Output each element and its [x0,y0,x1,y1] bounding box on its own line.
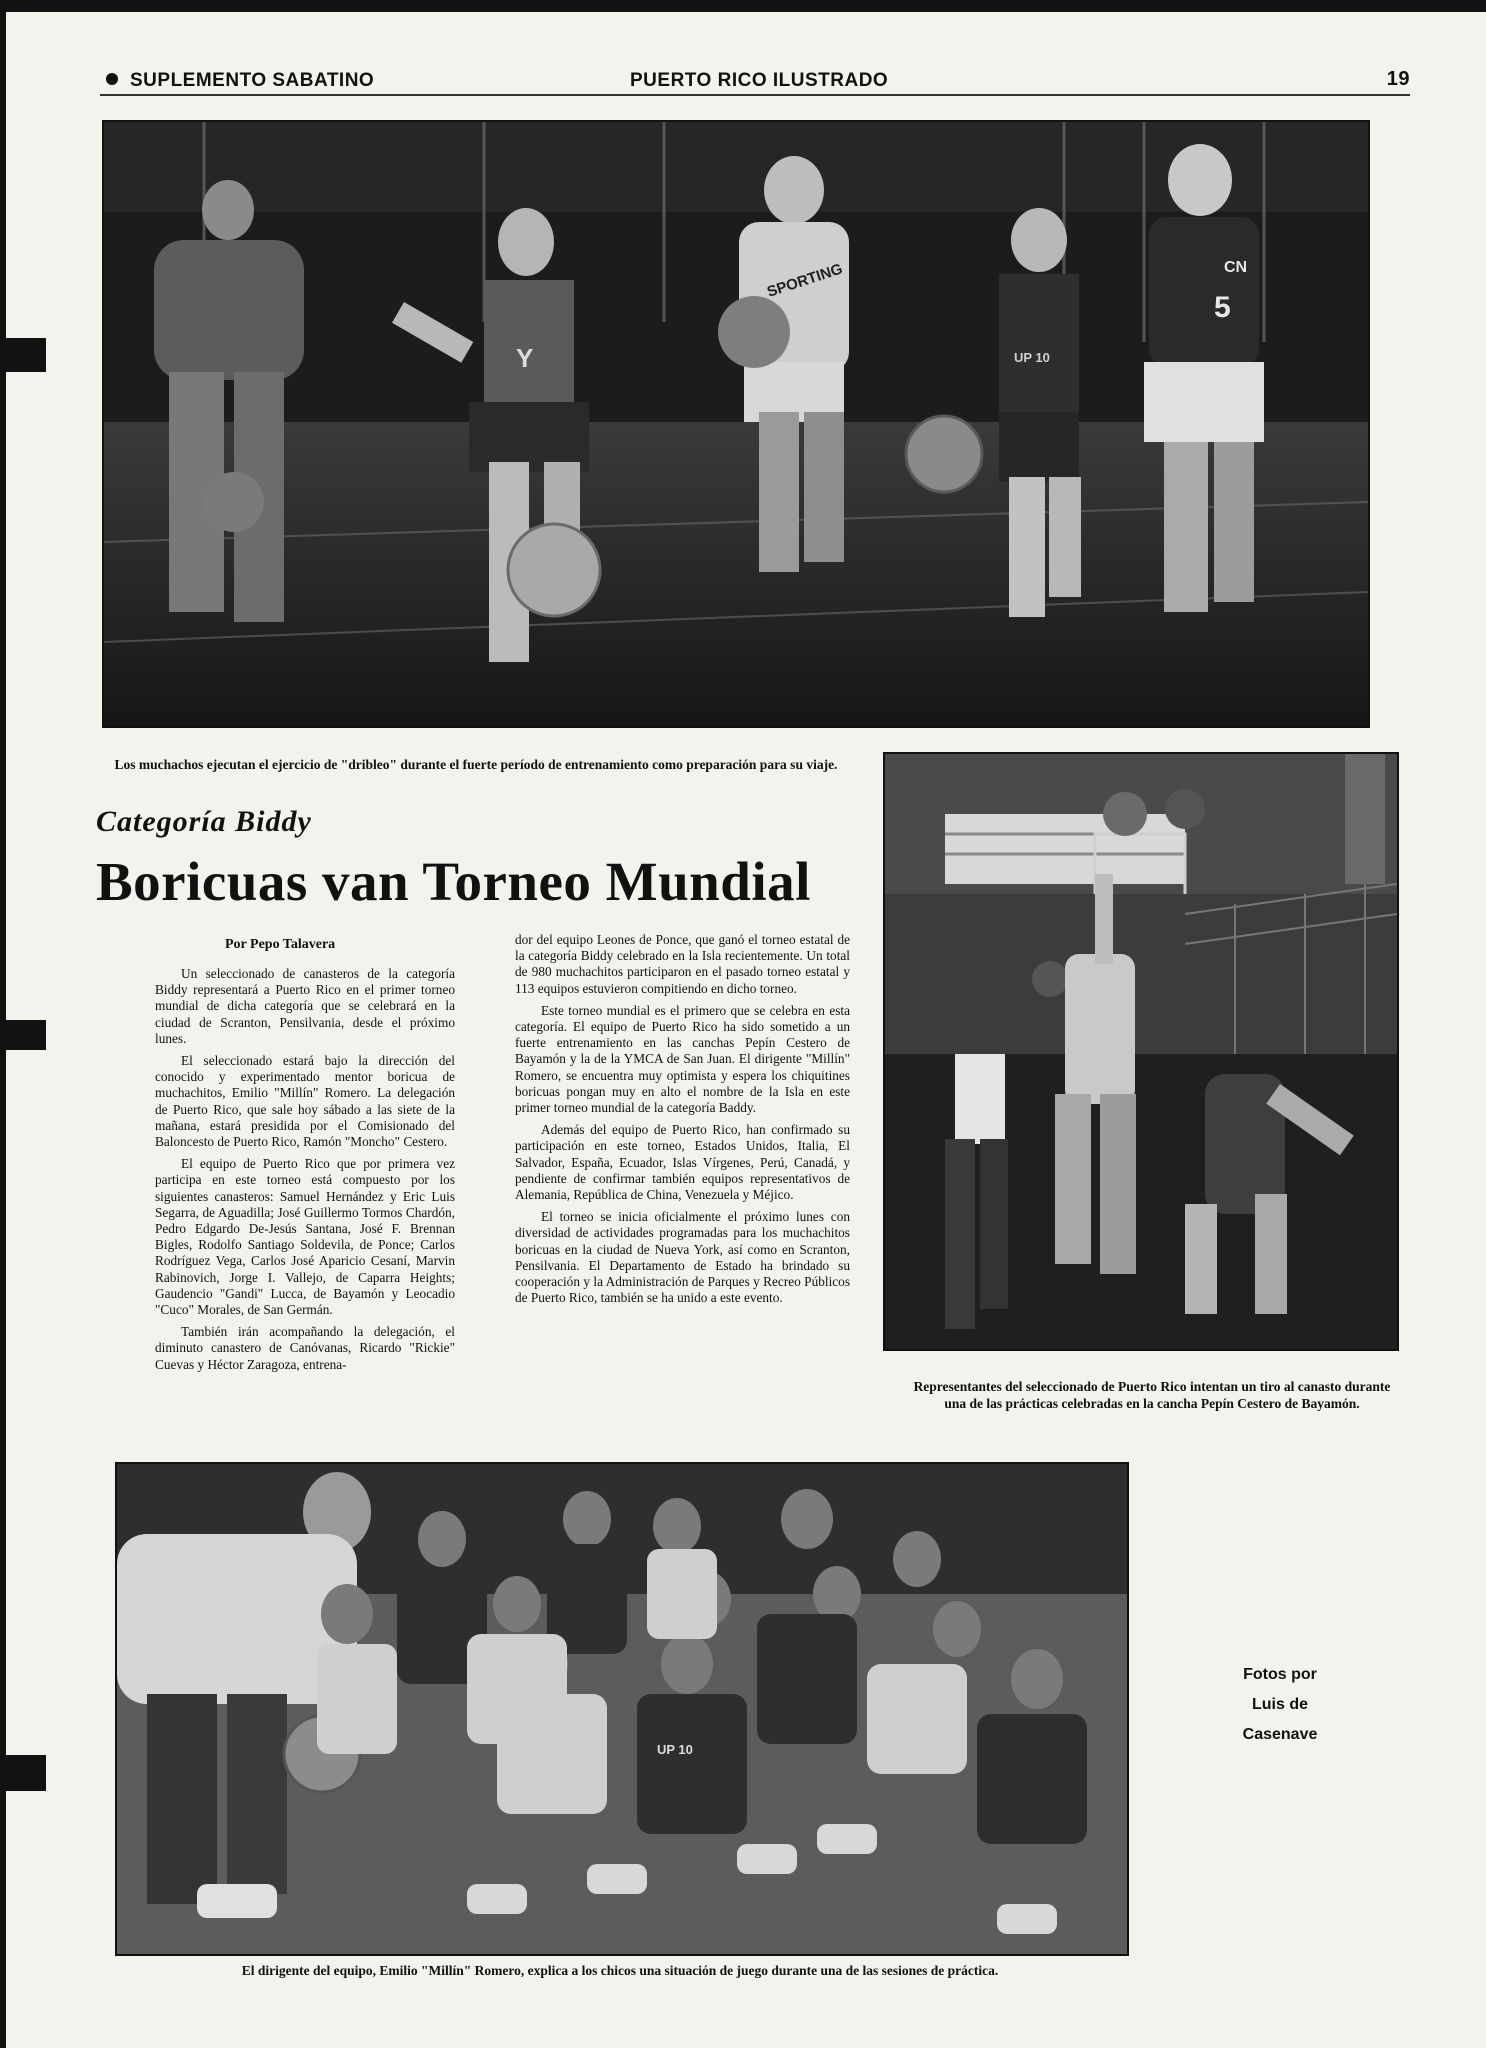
jersey-cn: CN [1224,259,1248,276]
credit-line: Casenave [1242,1726,1318,1743]
jersey-number-5: 5 [1214,291,1231,324]
photo-credit [1200,1660,1360,1750]
photo-shooting-image [885,754,1397,1349]
caption-coach: El dirigente del equipo, Emilio "Millín" Romero, explica a los chicos una situación de juego durante una de las sesiones de práctica. [241,1963,999,1978]
top-border [0,0,1486,12]
article-headline: Boricuas van Torneo Mundial [96,851,811,912]
paragraph: Este torneo mundial es el primero que se celebra en esta categoría. El equipo de Puerto Rico ha sido sometido a un fuerte entrenamiento en las canchas Pepín Cestero de Bayamón y la de la YMCA de San Juan. El dirigente "Millín" Romero, se encuentra muy optimista y espera los chiquitines boricuas pongan muy en alto el nombre de la Isla en este primer torneo mundial de la categoría Baddy. [515,1002,850,1116]
paragraph: Además del equipo de Puerto Rico, han confirmado su participación en este torneo, Estados Unidos, Italia, El Salvador, España, Ecuador, Islas Vírgenes, Perú, Canadá, y pendiente de confirmar también equipos representativos de Alemania, República de China, Venezuela y Méjico. [515,1122,850,1203]
margin-mark [0,1020,46,1050]
paragraph: También irán acompañando la delegación, el diminuto canastero de Canóvanas, Ricardo "Rickie" Cuevas y Héctor Zaragoza, entrena- [155,1324,455,1372]
paragraph: Un seleccionado de canasteros de la categoría Biddy representará a Puerto Rico en el primer torneo mundial de dicha categoría que se celebrará en la ciudad de Scranton, Pensilvania, desde el próximo lunes. [155,966,455,1046]
article-kicker: Categoría Biddy [96,805,312,838]
article-byline: Por Pepo Talavera [225,937,336,952]
paragraph: dor del equipo Leones de Ponce, que ganó el torneo estatal de la categoría Biddy celebrado en la Isla recientemente. Un total de 980 muchachitos participaron en el pasado torneo estatal y 113 equipos estuvieron compitiendo en dicho torneo. [515,932,850,996]
header-rule [100,94,1410,96]
caption-dribbling: Los muchachos ejecutan el ejercicio de "dribleo" durante el fuerte período de entrenamiento como preparación para su viaje. [114,757,838,772]
jersey-up10-bottom: UP 10 [657,1742,693,1757]
article-column-2 [515,932,850,1312]
margin-mark [0,338,46,372]
jersey-up10: UP 10 [1014,350,1050,365]
jersey-y: Y [516,343,534,373]
credit-line: Fotos por [1243,1666,1317,1683]
photo-coach-image [117,1464,1127,1954]
caption-shooting: Representantes del seleccionado de Puerto Rico intentan un tiro al canasto durante una de las prácticas celebradas en la cancha Pepín Cestero de Bayamón. [913,1379,1391,1411]
margin-mark [0,1755,46,1791]
article-column-1 [155,966,455,1379]
paragraph: El seleccionado estará bajo la dirección del conocido y experimentado mentor boricua de muchachitos, Emilio "Millín" Romero. La delegación de Puerto Rico, que sale hoy sábado a las siete de la mañana, estará presidida por el Comisionado del Baloncesto de Puerto Rico, Ramón "Moncho" Cestero. [155,1053,455,1150]
photo-coach [115,1462,1129,1956]
paragraph: El equipo de Puerto Rico que por primera vez participa en este torneo está compuesto por los siguientes canasteros: Samuel Hernández y Eric Luis Segarra, de Aguadilla; José Guillermo Tormos Chardón, Pedro Edgardo De-Jesús Santana, José F. Brennan Bigles, Rodolfo Santiago Soldevila, de Ponce; Carlos Rodríguez Vega, Carlos José Aparicio Cesaní, Marvin Rabinovich, Jorge I. Vallejo, de Caparra Heights; Gaudencio "Gandi" Lucca, de Bayamón y Leocadio "Cuco" Morales, de San Germán. [155,1156,455,1318]
photo-dribbling [102,120,1370,728]
photo-shooting [883,752,1399,1351]
section-name: SUPLEMENTO SABATINO [106,70,374,92]
photo-dribbling-image [104,122,1368,726]
publication-name: PUERTO RICO ILUSTRADO [630,70,889,91]
page-header [100,64,1410,96]
page-number: 19 [1386,68,1410,90]
jersey-sporting: SPORTING [764,260,845,301]
paragraph: El torneo se inicia oficialmente el próximo lunes con diversidad de actividades programadas para los muchachitos boricuas en la ciudad de Nueva York, así como en Scranton, Pensilvania. El Departamento de Estado ha brindado su cooperación y la Administración de Parques y Recreo Públicos de Puerto Rico, también se ha unido a este evento. [515,1209,850,1306]
credit-line: Luis de [1251,1696,1308,1713]
